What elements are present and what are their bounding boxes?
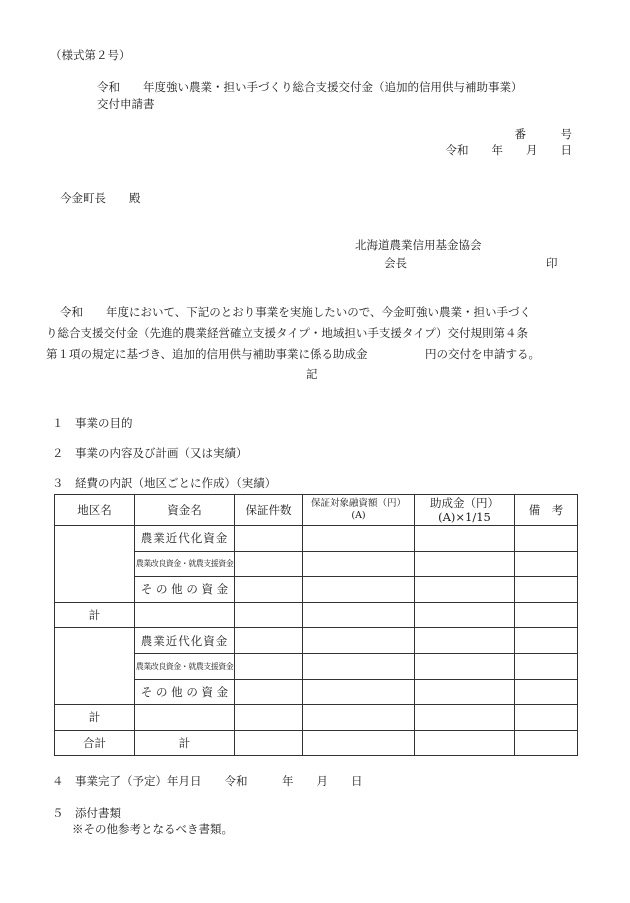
remarks-cell[interactable] — [515, 705, 578, 731]
subtotal-row — [55, 705, 578, 731]
form-number: （様式第２号） — [50, 48, 131, 62]
body-line: り総合支援交付金（先進的農業経営確立支援タイプ・地域担い手支援タイプ）交付規則第４条 — [46, 326, 528, 340]
subsidy-cell[interactable] — [415, 628, 515, 654]
document-title-suffix: 交付申請書 — [97, 97, 155, 111]
subsidy-cell[interactable] — [415, 730, 515, 756]
subtotal-label: 計 — [55, 705, 135, 731]
subsidy-cell[interactable] — [415, 602, 515, 628]
remarks-cell[interactable] — [515, 577, 578, 603]
section-completion-date: ４ 事業完了（予定）年月日 令和 年 月 日 — [52, 774, 363, 788]
amount-cell[interactable] — [303, 551, 415, 577]
document-number: 番 号 — [514, 127, 572, 141]
fund-name-cell: 農業改良資金・就農支援資金 — [135, 551, 235, 577]
count-cell[interactable] — [235, 653, 303, 679]
fund-name-cell: 農業近代化資金 — [135, 526, 235, 552]
header-fund: 資金名 — [135, 495, 235, 526]
attachments-note: ※その他参考となるべき書類。 — [72, 822, 233, 836]
remarks-cell[interactable] — [515, 679, 578, 705]
subsidy-cell[interactable] — [415, 705, 515, 731]
count-cell[interactable] — [235, 730, 303, 756]
body-line: 第１項の規定に基づき、追加的信用供与補助事業に係る助成金 円の交付を申請する。 — [46, 347, 541, 361]
seal-mark: 印 — [546, 256, 558, 270]
count-cell[interactable] — [235, 551, 303, 577]
remarks-cell[interactable] — [515, 526, 578, 552]
section-purpose: １ 事業の目的 — [52, 416, 133, 430]
count-cell[interactable] — [235, 602, 303, 628]
section-content: ２ 事業の内容及び計画（又は実績） — [52, 446, 248, 460]
header-subsidy — [415, 495, 515, 526]
fund-name-cell: 農業近代化資金 — [135, 628, 235, 654]
remarks-cell[interactable] — [515, 602, 578, 628]
subsidy-cell[interactable] — [415, 577, 515, 603]
grand-total-fund-label: 計 — [135, 730, 235, 756]
amount-cell[interactable] — [303, 705, 415, 731]
amount-cell[interactable] — [303, 653, 415, 679]
count-cell[interactable] — [235, 705, 303, 731]
table-row — [55, 526, 578, 552]
fund-name-cell: そ の 他 の 資 金 — [135, 679, 235, 705]
remarks-cell[interactable] — [515, 628, 578, 654]
applicant-title: 会長 — [384, 256, 407, 270]
fund-name-cell: 農業改良資金・就農支援資金 — [135, 653, 235, 679]
count-cell[interactable] — [235, 679, 303, 705]
count-cell[interactable] — [235, 577, 303, 603]
header-subsidy-label: 助成金（円） — [430, 495, 499, 510]
amount-cell[interactable] — [303, 577, 415, 603]
header-count: 保証件数 — [235, 495, 303, 526]
ki-heading: 記 — [306, 367, 318, 381]
header-amount — [303, 495, 415, 526]
application-body — [46, 302, 586, 365]
subtotal-row — [55, 602, 578, 628]
district-cell[interactable] — [55, 628, 135, 705]
remarks-cell[interactable] — [515, 551, 578, 577]
header-amount-symbol: (A) — [351, 510, 366, 521]
table-row — [55, 628, 578, 654]
count-cell[interactable] — [235, 526, 303, 552]
header-amount-label: 保証対象融資額（円） — [310, 498, 406, 510]
amount-cell[interactable] — [303, 526, 415, 552]
body-line: 令和 年度において、下記のとおり事業を実施したいので、今金町強い農業・担い手づく — [60, 305, 532, 319]
header-district: 地区名 — [55, 495, 135, 526]
district-cell[interactable] — [55, 526, 135, 603]
header-remarks: 備 考 — [515, 495, 578, 526]
applicant-organization: 北海道農業信用基金協会 — [355, 238, 482, 252]
document-date: 令和 年 月 日 — [445, 143, 572, 157]
subsidy-cell[interactable] — [415, 526, 515, 552]
fund-name-cell — [135, 705, 235, 731]
subsidy-cell[interactable] — [415, 551, 515, 577]
document-title: 令和 年度強い農業・担い手づくり総合支援交付金（追加的信用供与補助事業） — [97, 80, 523, 94]
table-header-row — [55, 495, 578, 526]
section-budget: ３ 経費の内訳（地区ごとに作成）（実績） — [52, 476, 277, 490]
addressee: 今金町長 殿 — [60, 191, 141, 205]
header-subsidy-formula: (A)×1/15 — [438, 510, 491, 524]
remarks-cell[interactable] — [515, 730, 578, 756]
section-attachments: ５ 添付書類 — [52, 806, 121, 820]
grand-total-row — [55, 730, 578, 756]
fund-name-cell: そ の 他 の 資 金 — [135, 577, 235, 603]
amount-cell[interactable] — [303, 679, 415, 705]
count-cell[interactable] — [235, 628, 303, 654]
amount-cell[interactable] — [303, 602, 415, 628]
subsidy-cell[interactable] — [415, 679, 515, 705]
budget-table — [54, 494, 578, 756]
subsidy-cell[interactable] — [415, 653, 515, 679]
fund-name-cell — [135, 602, 235, 628]
subtotal-label: 計 — [55, 602, 135, 628]
amount-cell[interactable] — [303, 628, 415, 654]
grand-total-label: 合計 — [55, 730, 135, 756]
remarks-cell[interactable] — [515, 653, 578, 679]
amount-cell[interactable] — [303, 730, 415, 756]
